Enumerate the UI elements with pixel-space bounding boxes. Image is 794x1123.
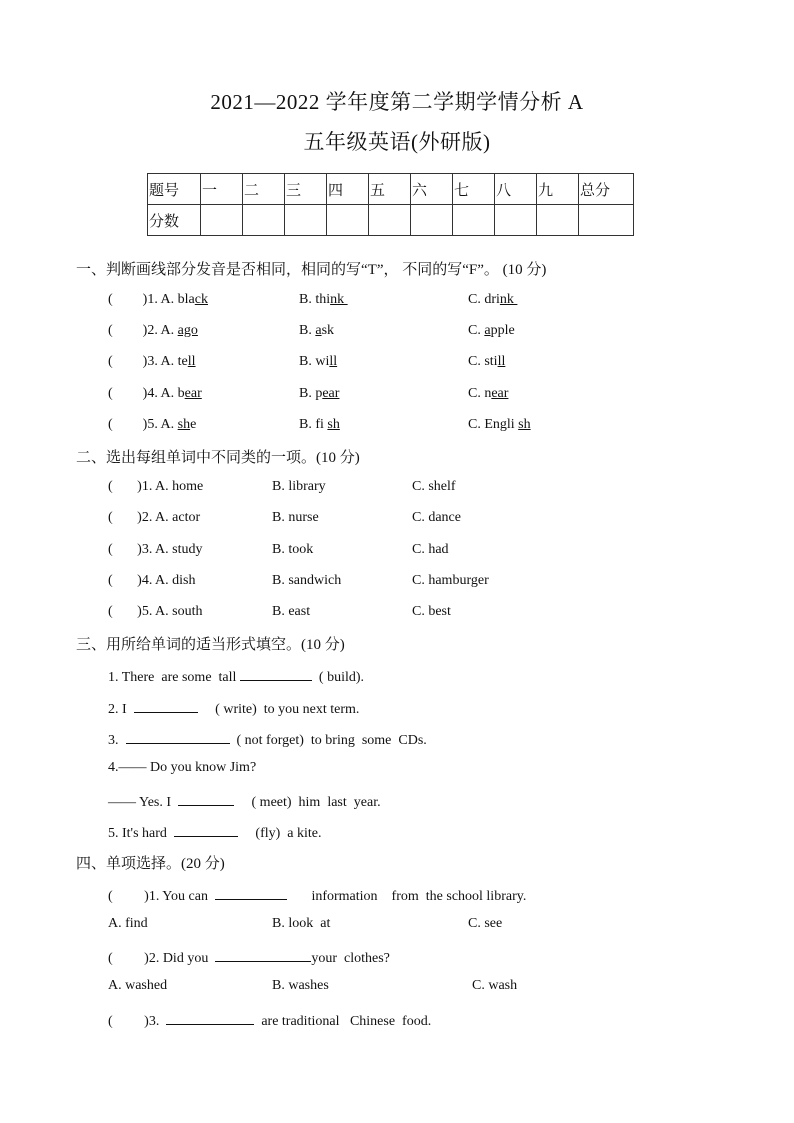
option-b: B. nurse — [272, 510, 319, 525]
score-cell: 八 — [495, 174, 537, 205]
score-cell: 五 — [369, 174, 411, 205]
answer-blank[interactable] — [215, 947, 311, 962]
option-c: C. wash — [472, 978, 518, 993]
option-c: C. dance — [412, 510, 461, 525]
score-cell: 分数 — [148, 205, 201, 236]
option-c: C. shelf — [412, 479, 456, 494]
option-c: C. best — [412, 604, 451, 619]
score-cell: 九 — [537, 174, 579, 205]
option-c: C. Engli sh — [468, 417, 531, 432]
fill-blank-line: —— Yes. I ( meet) him last year. — [108, 791, 381, 811]
question-number: ( )3. A. tell — [108, 354, 196, 369]
option-c: C. hamburger — [412, 573, 489, 588]
score-table-value-row — [148, 205, 634, 236]
score-cell: 二 — [243, 174, 285, 205]
score-input-cell[interactable] — [327, 205, 369, 236]
fill-blank-line: 2. I ( write) to you next term. — [108, 698, 359, 718]
score-input-cell[interactable] — [453, 205, 495, 236]
score-input-cell[interactable] — [495, 205, 537, 236]
score-cell: 总分 — [579, 174, 634, 205]
score-cell: 三 — [285, 174, 327, 205]
fill-blank-line: 1. There are some tall ( build). — [108, 666, 364, 686]
score-input-cell[interactable] — [243, 205, 285, 236]
score-input-cell[interactable] — [201, 205, 243, 236]
dialogue-line: 4.—— Do you know Jim? — [108, 760, 257, 775]
mc-question: ( )1. You can information from the school library. — [108, 885, 526, 905]
option-b: B. washes — [272, 978, 329, 993]
score-input-cell[interactable] — [537, 205, 579, 236]
question-line: ( )4. A. dish — [108, 573, 196, 588]
page-subtitle: 五年级英语(外研版) — [303, 130, 491, 154]
option-a: A. washed — [108, 978, 168, 993]
score-input-cell[interactable] — [369, 205, 411, 236]
section-2-heading: 二、选出每组单词中不同类的一项。(10 分) — [76, 450, 360, 466]
option-b: B. look at — [272, 916, 331, 931]
answer-blank[interactable] — [134, 698, 198, 713]
score-input-cell[interactable] — [579, 205, 634, 236]
score-table — [147, 173, 634, 236]
page-title: 2021—2022 学年度第二学期学情分析 A — [210, 90, 584, 114]
option-c: C. near — [468, 386, 509, 401]
option-b: B. think — [299, 292, 348, 307]
section-3-heading: 三、用所给单词的适当形式填空。(10 分) — [76, 637, 345, 653]
option-b: B. will — [299, 354, 338, 369]
score-cell: 一 — [201, 174, 243, 205]
question-line: ( )3. A. study — [108, 542, 203, 557]
option-c: C. still — [468, 354, 506, 369]
option-b: B. sandwich — [272, 573, 342, 588]
question-line: ( )1. A. home — [108, 479, 204, 494]
question-number: ( )1. A. black — [108, 292, 208, 307]
question-line: ( )2. A. actor — [108, 510, 201, 525]
option-c: C. apple — [468, 323, 515, 338]
mc-question: ( )2. Did you your clothes? — [108, 947, 390, 967]
answer-blank[interactable] — [126, 729, 230, 744]
option-b: B. pear — [299, 386, 340, 401]
question-number: ( )5. A. she — [108, 417, 197, 432]
option-b: B. east — [272, 604, 311, 619]
option-c: C. see — [468, 916, 503, 931]
fill-blank-line: 5. It's hard (fly) a kite. — [108, 822, 322, 842]
option-b: B. fi sh — [299, 417, 340, 432]
question-number: ( )4. A. bear — [108, 386, 202, 401]
option-c: C. drink — [468, 292, 518, 307]
fill-blank-line: 3. ( not forget) to bring some CDs. — [108, 729, 427, 749]
option-a: A. find — [108, 916, 148, 931]
score-cell: 题号 — [148, 174, 201, 205]
answer-blank[interactable] — [166, 1010, 254, 1025]
section-1-heading: 一、判断画线部分发音是否相同，相同的写“T”， 不同的写“F”。 (10 分) — [76, 262, 547, 278]
option-b: B. took — [272, 542, 314, 557]
section-4-heading: 四、单项选择。(20 分) — [76, 856, 225, 872]
question-line: ( )5. A. south — [108, 604, 203, 619]
answer-blank[interactable] — [174, 822, 238, 837]
answer-blank[interactable] — [178, 791, 234, 806]
answer-blank[interactable] — [215, 885, 287, 900]
score-cell: 四 — [327, 174, 369, 205]
score-table-header-row — [148, 174, 634, 205]
mc-question: ( )3. are traditional Chinese food. — [108, 1010, 431, 1030]
answer-blank[interactable] — [240, 666, 312, 681]
score-input-cell[interactable] — [411, 205, 453, 236]
score-input-cell[interactable] — [285, 205, 327, 236]
question-number: ( )2. A. ago — [108, 323, 198, 338]
score-cell: 六 — [411, 174, 453, 205]
option-b: B. ask — [299, 323, 335, 338]
score-cell: 七 — [453, 174, 495, 205]
option-b: B. library — [272, 479, 326, 494]
option-c: C. had — [412, 542, 449, 557]
